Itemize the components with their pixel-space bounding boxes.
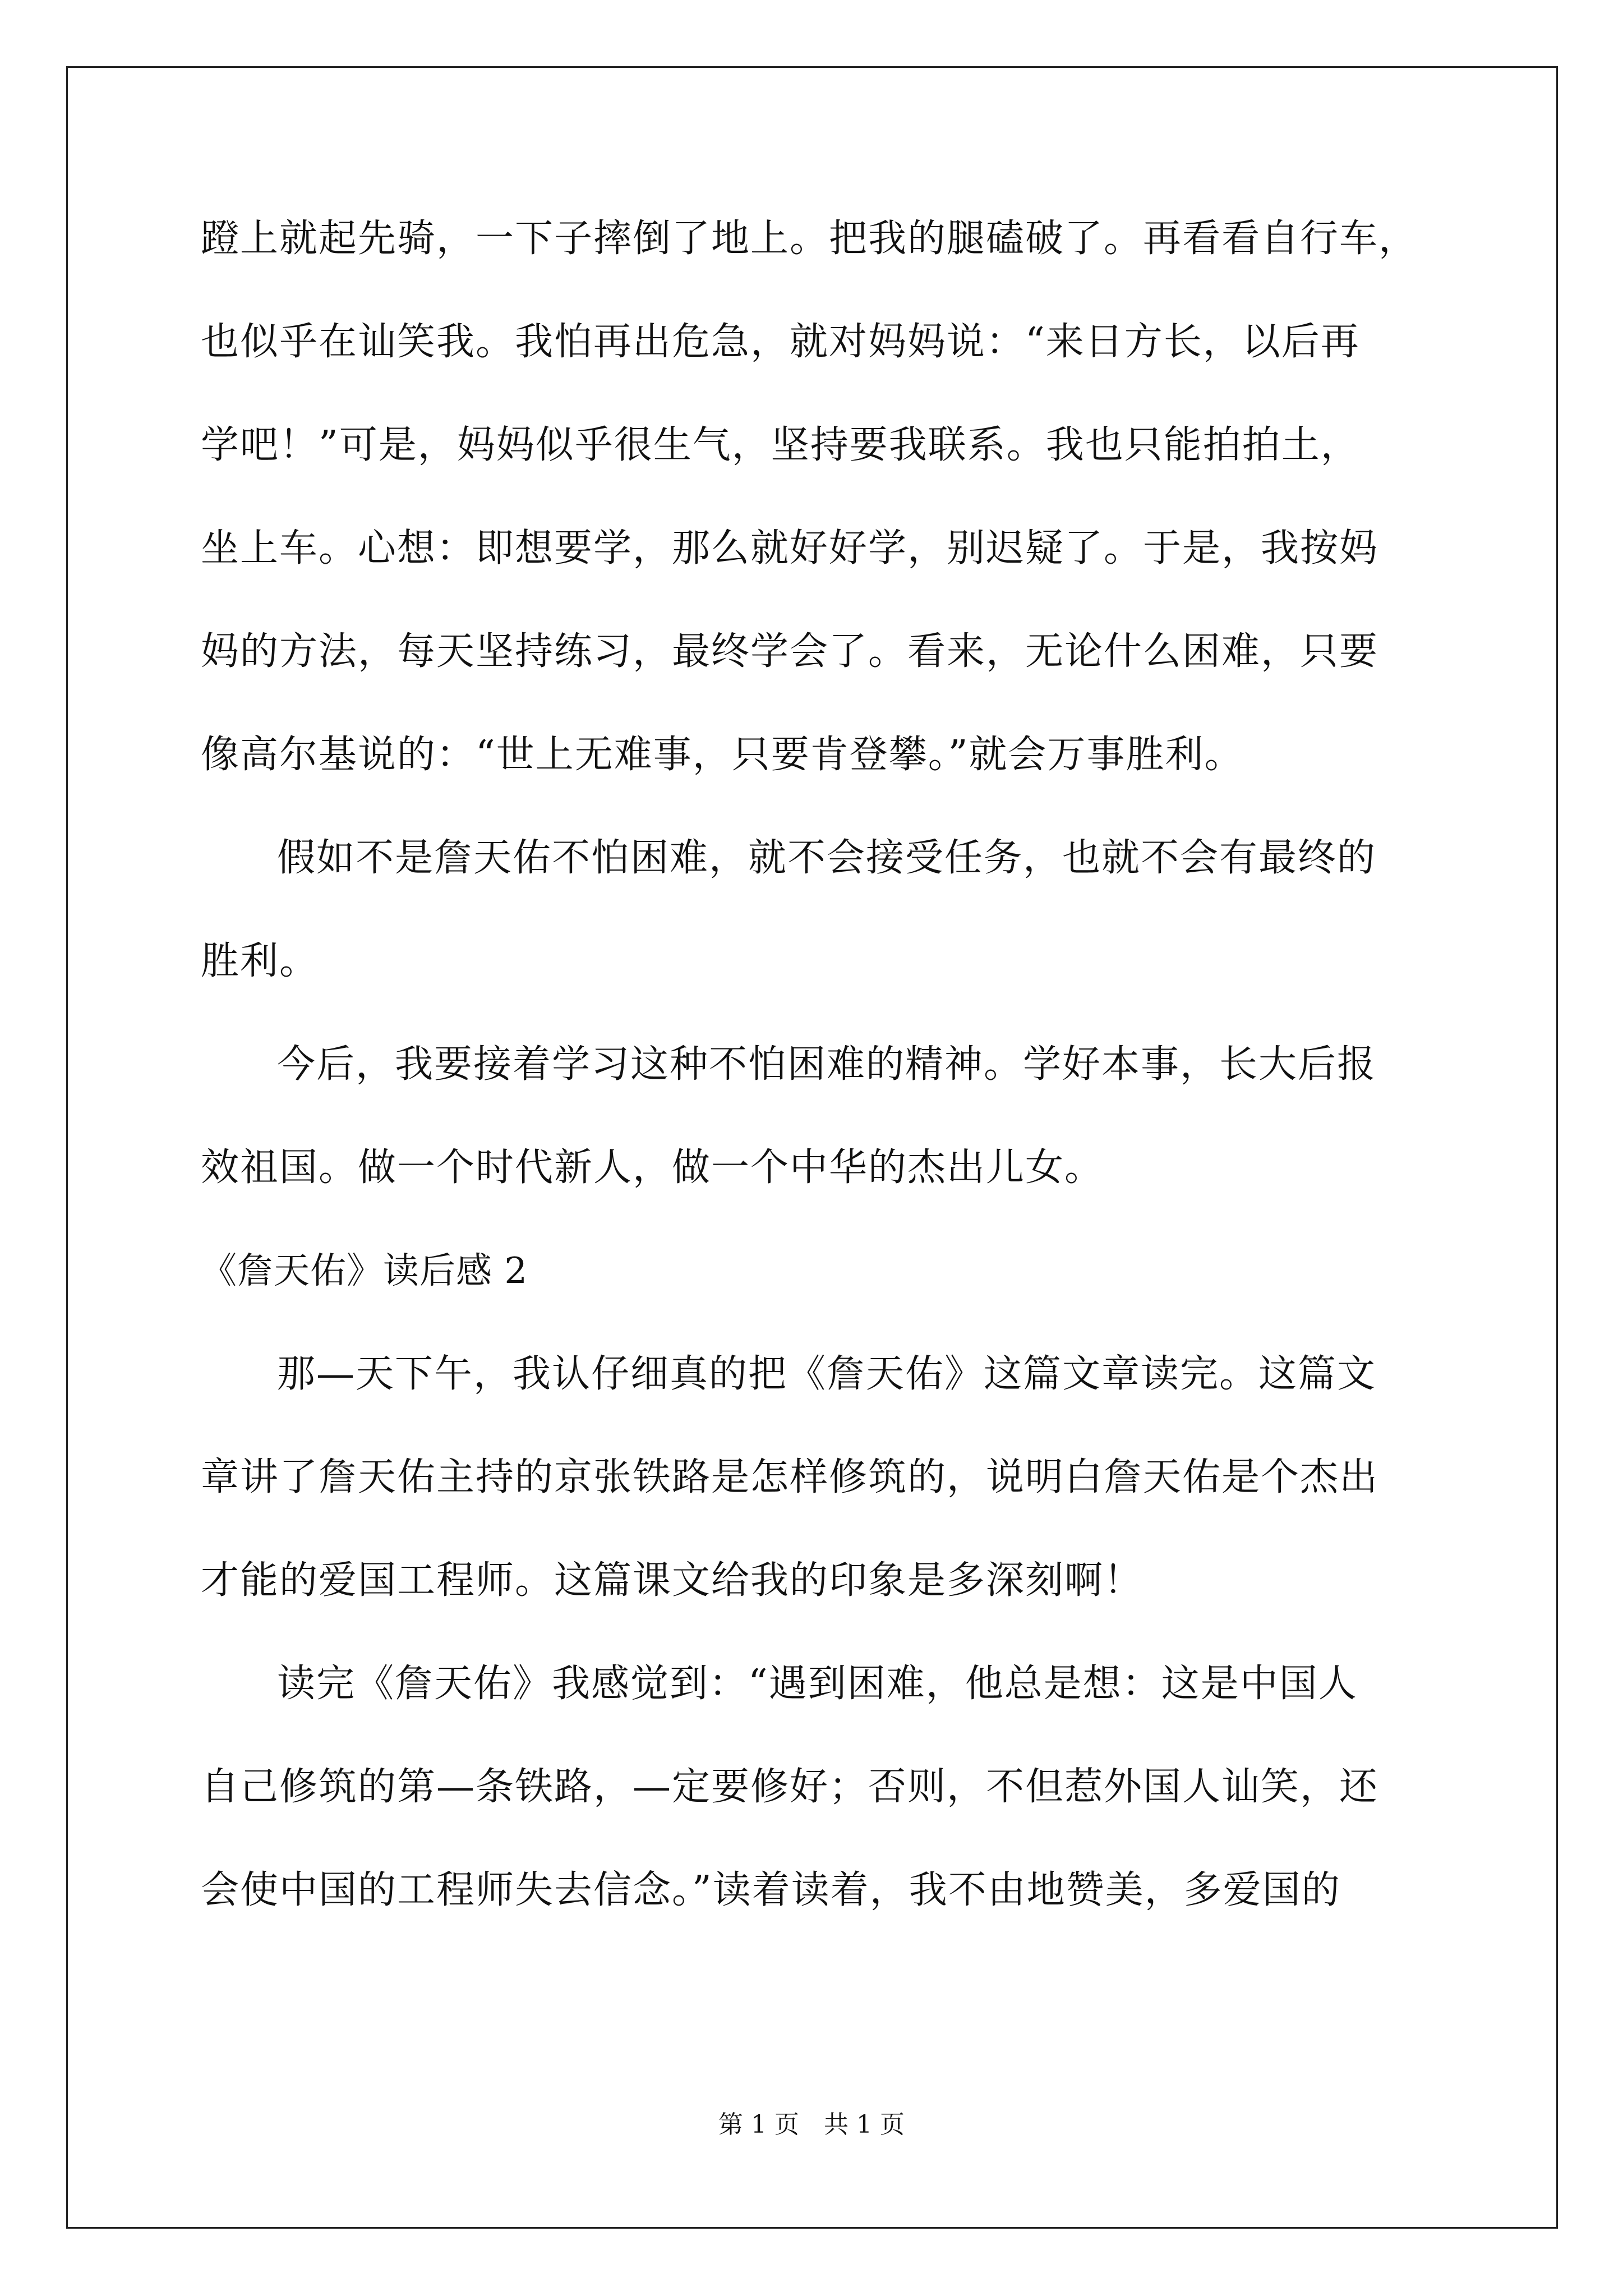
text-line-9: 今后，我要接着学习这种不怕困难的精神。学好本事，长大后报 (277, 1042, 1377, 1087)
text-line-6: 像高尔基说的：“世上无难事，只要肯登攀。”就会万事胜利。 (201, 733, 1244, 777)
text-line-16: 自己修筑的第—条铁路，—定要修好；否则，不但惹外国人讪笑，还 (201, 1765, 1379, 1809)
text-line-13: 章讲了詹天佑主持的京张铁路是怎样修筑的，说明白詹天佑是个杰出 (201, 1455, 1379, 1499)
document-body (201, 213, 1437, 1968)
section-heading: 《詹天佑》读后感 2 (201, 1250, 528, 1292)
text-line-14: 才能的爱国工程师。这篇课文给我的印象是多深刻啊！ (201, 1558, 1144, 1603)
text-line-5: 妈的方法，每天坚持练习，最终学会了。看来，无论什么困难，只要 (201, 629, 1379, 674)
text-line-17: 会使中国的工程师失去信念。”读着读着，我不由地赞美，多爱国的 (201, 1868, 1341, 1912)
text-line-7: 假如不是詹天佑不怕困难，就不会接受任务，也就不会有最终的 (277, 836, 1377, 880)
text-line-8: 胜利。 (201, 939, 319, 983)
text-line-10: 效祖国。做一个时代新人，做一个中华的杰出儿女。 (201, 1145, 1104, 1190)
text-line-12: 那—天下午，我认仔细真的把《詹天佑》这篇文章读完。这篇文 (277, 1352, 1377, 1396)
text-line-15: 读完《詹天佑》我感觉到：“遇到困难，他总是想：这是中国人 (277, 1662, 1358, 1706)
text-line-4: 坐上车。心想：即想要学，那么就好好学，别迟疑了。于是，我按妈 (201, 526, 1379, 570)
text-line-3: 学吧！”可是，妈妈似乎很生气，坚持要我联系。我也只能拍拍土， (201, 423, 1360, 467)
text-line-1: 蹬上就起先骑，一下子摔倒了地上。把我的腿磕破了。再看看自行车， (201, 217, 1418, 261)
page-footer: 第 1 页 共 1 页 (718, 2110, 905, 2139)
text-line-2: 也似乎在讪笑我。我怕再出危急，就对妈妈说：“来日方长，以后再 (201, 320, 1360, 364)
